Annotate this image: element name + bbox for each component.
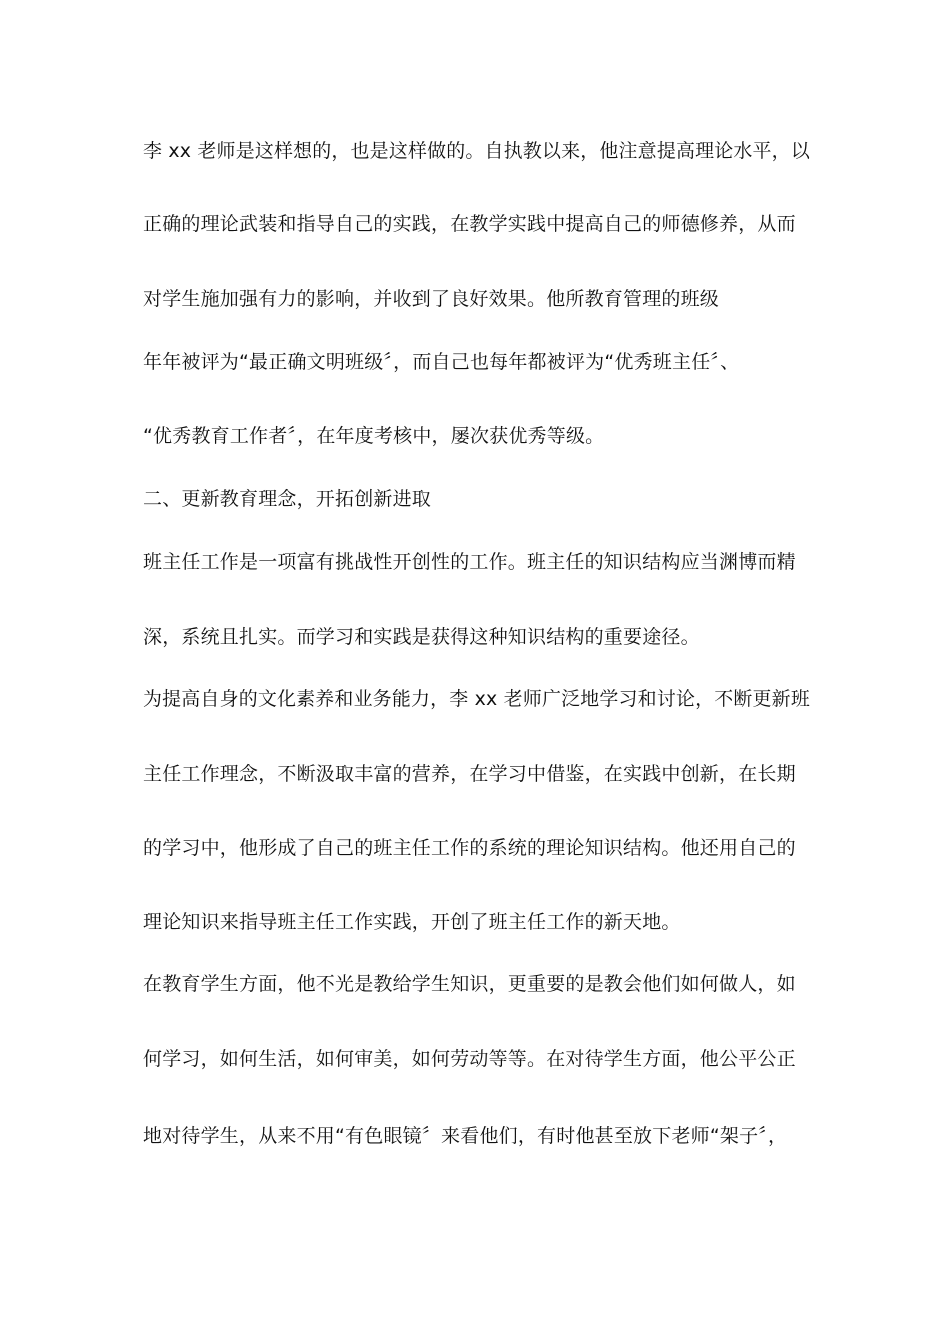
text-line-4: 年年被评为“最正确文明班级〞，而自己也每年都被评为“优秀班主任〞、: [143, 351, 740, 373]
text-line-13: 在教育学生方面，他不光是教给学生知识，更重要的是教会他们如何做人，如: [143, 973, 796, 995]
text-line-5: “优秀教育工作者〞，在年度考核中，屡次获优秀等级。: [143, 425, 605, 447]
text-line-7: 班主任工作是一项富有挑战性开创性的工作。班主任的知识结构应当渊博而精: [143, 551, 796, 573]
text-line-9: 为提高自身的文化素养和业务能力，李 xx 老师广泛地学习和讨论，不断更新班: [143, 688, 810, 710]
text-line-8: 深，系统且扎实。而学习和实践是获得这种知识结构的重要途径。: [143, 626, 700, 648]
section-heading: 二、更新教育理念，开拓创新进取: [143, 488, 432, 510]
text-line-1: 李 xx 老师是这样想的，也是这样做的。自执教以来，他注意提高理论水平，以: [143, 140, 810, 162]
text-line-2: 正确的理论武装和指导自己的实践，在教学实践中提高自己的师德修养，从而: [143, 213, 796, 235]
text-line-14: 何学习，如何生活，如何审美，如何劳动等等。在对待学生方面，他公平公正: [143, 1048, 796, 1070]
text-line-15: 地对待学生，从来不用“有色眼镜〞来看他们，有时他甚至放下老师“架子〞，: [143, 1125, 788, 1147]
text-line-12: 理论知识来指导班主任工作实践，开创了班主任工作的新天地。: [143, 911, 681, 933]
text-line-10: 主任工作理念，不断汲取丰富的营养，在学习中借鉴，在实践中创新，在长期: [143, 763, 796, 785]
text-line-3: 对学生施加强有力的影响，并收到了良好效果。他所教育管理的班级: [143, 288, 720, 310]
text-line-11: 的学习中，他形成了自己的班主任工作的系统的理论知识结构。他还用自己的: [143, 837, 796, 859]
